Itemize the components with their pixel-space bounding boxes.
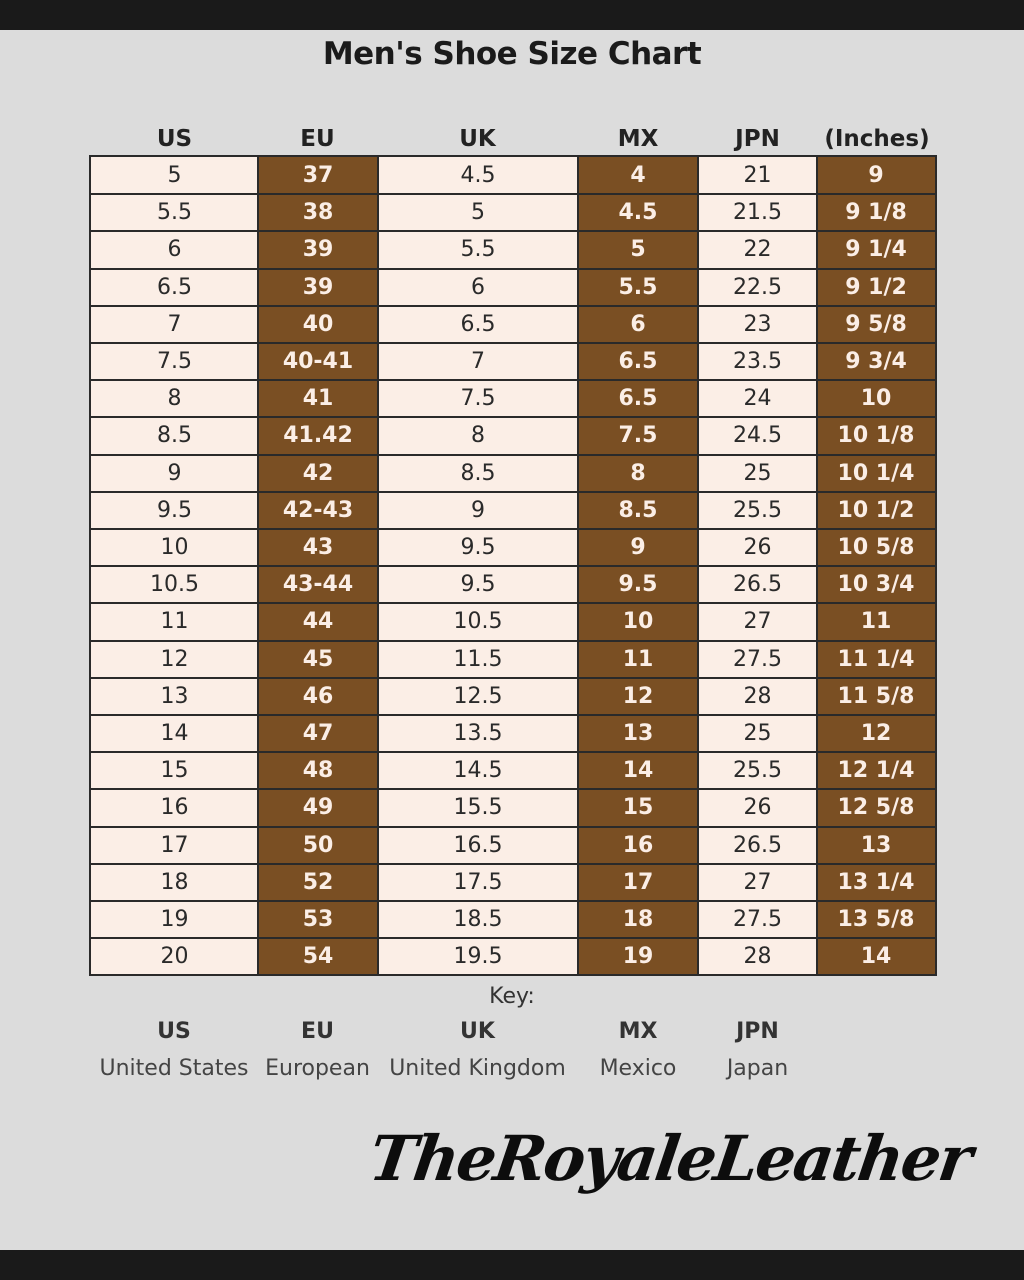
cell-uk: 14.5	[453, 758, 503, 784]
cell-jpn: 27.5	[733, 907, 782, 932]
key-abbr-mx: MX	[618, 1019, 658, 1044]
cell-us: 14	[160, 721, 189, 746]
cell-us: 15	[160, 758, 189, 784]
cell-us: 8	[167, 386, 182, 412]
cell-us: 5.5	[157, 200, 192, 226]
table-row	[91, 864, 935, 901]
column-header-mx: MX	[617, 126, 659, 152]
cell-mx: 7.5	[618, 423, 658, 449]
cell-eu: 42-43	[282, 497, 354, 523]
cell-eu: 40	[302, 311, 334, 337]
cell-mx: 16	[622, 832, 654, 858]
key-abbr-us: US	[157, 1019, 191, 1044]
cell-eu: 54	[302, 944, 334, 970]
column-header-inches: (Inches)	[824, 126, 930, 152]
cell-inches: 9	[868, 163, 884, 188]
cell-uk: 18.5	[453, 907, 503, 932]
cell-uk: 8.5	[460, 460, 496, 486]
cell-uk: 13.5	[453, 721, 503, 746]
cell-eu: 37	[302, 163, 334, 188]
cell-uk: 19.5	[453, 944, 503, 970]
cell-inches: 9 1/8	[845, 200, 907, 226]
cell-mx: 11	[622, 646, 654, 672]
top-frame-bar	[0, 0, 1024, 30]
cell-mx: 8.5	[618, 497, 658, 523]
key-full-mx: Mexico	[599, 1056, 677, 1081]
cell-eu: 47	[302, 721, 334, 746]
cell-inches: 10 5/8	[837, 535, 915, 560]
cell-mx: 4.5	[618, 200, 658, 226]
table-row	[91, 417, 935, 454]
cell-jpn: 26	[743, 535, 772, 560]
cell-uk: 6.5	[460, 311, 496, 337]
cell-uk: 7	[471, 349, 485, 374]
cell-uk: 16.5	[453, 832, 503, 858]
cell-mx: 15	[622, 795, 654, 821]
cell-eu: 44	[302, 609, 334, 635]
cell-jpn: 27	[743, 609, 772, 635]
cell-jpn: 25	[743, 721, 772, 746]
cell-mx: 6.5	[618, 386, 658, 412]
cell-jpn: 27	[743, 869, 772, 895]
cell-eu: 52	[302, 869, 334, 895]
cell-eu: 41	[302, 386, 334, 412]
cell-jpn: 27.5	[733, 646, 782, 672]
cell-eu: 41.42	[283, 423, 353, 449]
table-row	[91, 641, 935, 678]
cell-us: 10.5	[150, 572, 199, 598]
table-row	[91, 343, 935, 380]
column-header-uk: UK	[459, 126, 496, 152]
key-abbr-eu: EU	[301, 1019, 334, 1044]
cell-inches: 10 1/4	[837, 460, 915, 486]
cell-mx: 4	[630, 163, 646, 188]
cell-uk: 9.5	[460, 535, 496, 560]
cell-eu: 50	[302, 832, 334, 858]
cell-inches: 13 1/4	[837, 869, 915, 895]
cell-jpn: 25	[743, 460, 772, 486]
cell-eu: 42	[302, 460, 334, 486]
table-row	[91, 492, 935, 529]
cell-us: 6	[167, 237, 182, 263]
cell-mx: 9	[630, 535, 646, 560]
table-row	[91, 231, 935, 268]
cell-inches: 11 5/8	[837, 683, 915, 709]
cell-us: 7.5	[157, 349, 192, 374]
cell-jpn: 23.5	[733, 349, 782, 374]
cell-us: 9.5	[157, 497, 192, 523]
table-row	[91, 678, 935, 715]
table-row	[91, 827, 935, 864]
cell-us: 19	[160, 907, 189, 932]
key-full-us: United States	[99, 1056, 249, 1081]
table-row	[91, 603, 935, 640]
table-row	[91, 938, 935, 975]
cell-mx: 6	[630, 311, 646, 337]
cell-mx: 5.5	[618, 274, 658, 300]
cell-us: 18	[160, 869, 189, 895]
cell-jpn: 24.5	[733, 423, 782, 449]
cell-eu: 53	[302, 907, 334, 932]
cell-us: 13	[160, 683, 189, 709]
cell-us: 10	[160, 535, 189, 560]
table-row	[91, 566, 935, 603]
cell-jpn: 28	[743, 683, 772, 709]
cell-mx: 10	[622, 609, 654, 635]
cell-us: 16	[160, 795, 189, 821]
cell-mx: 9.5	[618, 572, 658, 598]
cell-uk: 8	[471, 423, 485, 449]
table-row	[91, 752, 935, 789]
cell-uk: 9	[471, 497, 485, 523]
cell-eu: 39	[302, 274, 334, 300]
cell-mx: 14	[622, 758, 654, 784]
cell-mx: 12	[622, 683, 654, 709]
cell-inches: 13 5/8	[837, 907, 915, 932]
cell-mx: 6.5	[618, 349, 658, 374]
key-abbr-uk: UK	[460, 1019, 495, 1044]
cell-jpn: 24	[743, 386, 772, 412]
key-label: Key:	[489, 984, 535, 1009]
cell-uk: 15.5	[453, 795, 503, 821]
cell-jpn: 25.5	[733, 497, 782, 523]
cell-us: 11	[160, 609, 189, 635]
cell-uk: 11.5	[453, 646, 503, 672]
cell-inches: 14	[860, 944, 892, 970]
key-full-jpn: Japan	[726, 1056, 789, 1081]
cell-inches: 9 1/2	[845, 274, 907, 300]
key-full-eu: European	[265, 1056, 370, 1081]
cell-eu: 48	[302, 758, 334, 784]
cell-us: 5	[167, 163, 182, 188]
cell-eu: 39	[302, 237, 334, 263]
key-full-uk: United Kingdom	[389, 1056, 566, 1081]
cell-jpn: 26.5	[733, 832, 782, 858]
cell-inches: 12 5/8	[837, 795, 915, 821]
table-row	[91, 380, 935, 417]
cell-jpn: 28	[743, 944, 772, 970]
cell-jpn: 21.5	[733, 200, 782, 226]
key-abbr-jpn: JPN	[736, 1019, 779, 1044]
cell-jpn: 21	[743, 163, 772, 188]
cell-uk: 12.5	[453, 683, 503, 709]
cell-uk: 5.5	[460, 237, 496, 263]
cell-jpn: 22.5	[733, 274, 782, 300]
cell-jpn: 23	[743, 311, 772, 337]
cell-eu: 40-41	[282, 349, 354, 374]
brand-logo-text: TheRoyaleLeather	[364, 1122, 976, 1195]
cell-jpn: 22	[743, 237, 772, 263]
cell-inches: 10 1/2	[837, 497, 915, 523]
table-row	[91, 455, 935, 492]
cell-eu: 46	[302, 683, 334, 709]
cell-mx: 17	[622, 869, 654, 895]
cell-us: 9	[167, 460, 182, 486]
cell-mx: 13	[622, 721, 654, 746]
cell-jpn: 26	[743, 795, 772, 821]
cell-eu: 38	[302, 200, 334, 226]
cell-us: 6.5	[157, 274, 192, 300]
cell-mx: 8	[630, 460, 646, 486]
column-header-jpn: JPN	[735, 126, 780, 152]
table-row	[91, 789, 935, 826]
cell-eu: 45	[302, 646, 334, 672]
page-title: Men's Shoe Size Chart	[322, 36, 702, 72]
bottom-frame-bar	[0, 1250, 1024, 1280]
cell-uk: 9.5	[460, 572, 496, 598]
cell-eu: 43-44	[282, 572, 354, 598]
table-row	[91, 157, 935, 194]
cell-uk: 17.5	[453, 869, 503, 895]
cell-us: 8.5	[157, 423, 192, 449]
cell-uk: 10.5	[453, 609, 503, 635]
column-header-us: US	[156, 126, 193, 152]
cell-inches: 10 1/8	[837, 423, 915, 449]
cell-inches: 11 1/4	[837, 646, 915, 672]
cell-mx: 19	[622, 944, 654, 970]
cell-jpn: 26.5	[733, 572, 782, 598]
size-chart-table	[89, 155, 937, 976]
cell-inches: 9 5/8	[845, 311, 907, 337]
cell-inches: 12 1/4	[837, 758, 915, 784]
cell-inches: 9 1/4	[845, 237, 907, 263]
table-row	[91, 529, 935, 566]
column-header-eu: EU	[300, 126, 335, 152]
table-row	[91, 715, 935, 752]
cell-inches: 12	[860, 721, 892, 746]
cell-inches: 11	[860, 609, 892, 635]
cell-inches: 10	[860, 386, 892, 412]
cell-mx: 18	[622, 907, 654, 932]
cell-uk: 4.5	[460, 163, 496, 188]
cell-us: 7	[167, 311, 182, 337]
cell-jpn: 25.5	[733, 758, 782, 784]
cell-inches: 10 3/4	[837, 572, 915, 598]
table-row	[91, 269, 935, 306]
cell-us: 17	[160, 832, 189, 858]
cell-mx: 5	[630, 237, 646, 263]
cell-inches: 9 3/4	[845, 349, 907, 374]
cell-uk: 6	[471, 274, 485, 300]
table-row	[91, 306, 935, 343]
cell-us: 20	[160, 944, 189, 970]
cell-uk: 5	[471, 200, 485, 226]
table-row	[91, 901, 935, 938]
cell-uk: 7.5	[460, 386, 496, 412]
cell-eu: 43	[302, 535, 334, 560]
cell-eu: 49	[302, 795, 334, 821]
table-row	[91, 194, 935, 231]
cell-inches: 13	[860, 832, 892, 858]
cell-us: 12	[160, 646, 189, 672]
